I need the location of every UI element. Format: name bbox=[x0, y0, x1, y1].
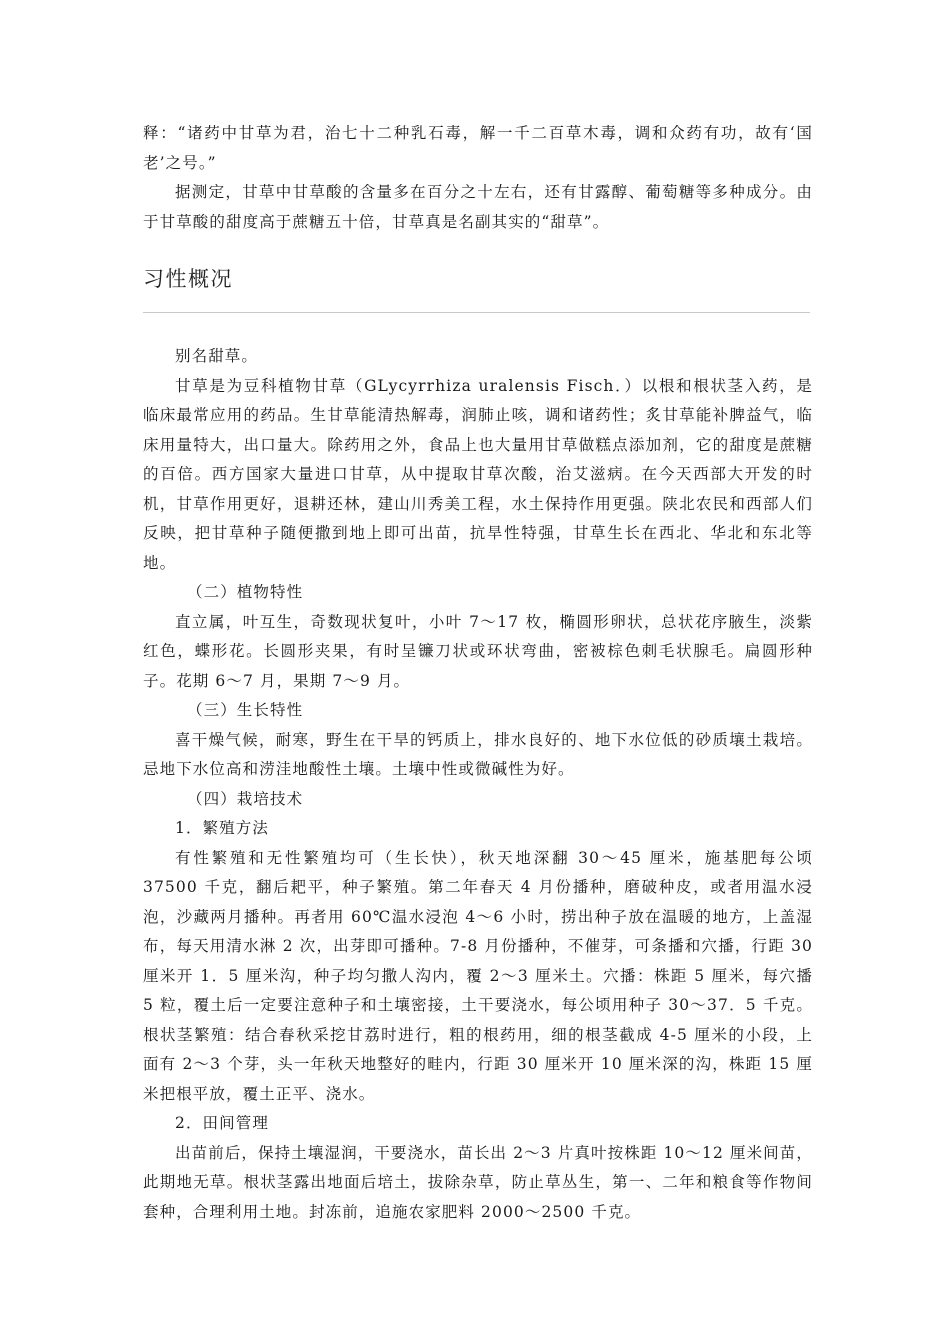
intro-paragraph-1: 释：“诸药中甘草为君，治七十二种乳石毒，解一千二百草木毒，调和众药有功，故有‘国老’之号。” bbox=[143, 124, 813, 172]
alias-paragraph: 别名甜草。 bbox=[175, 347, 259, 365]
cultivation-heading: （四）栽培技术 bbox=[187, 789, 304, 808]
plant-characteristics-paragraph: 直立属，叶互生，奇数现状复叶，小叶 7～17 枚，椭圆形卵状，总状花序腋生，淡紫红色，蝶形花。长圆形夹果，有时呈镰刀状或环状弯曲，密被棕色刺毛状腺毛。扁圆形种子。花期 6～7 月，果期 7～9 月。 bbox=[143, 612, 813, 690]
section-body bbox=[143, 342, 813, 1227]
heading-divider bbox=[143, 312, 810, 313]
plant-characteristics-heading: （二）植物特性 bbox=[187, 583, 304, 601]
growth-characteristics-paragraph: 喜干燥气候，耐寒，野生在干旱的钙质上，排水良好的、地下水位低的砂质壤土栽培。忌地下水位高和涝洼地酸性土壤。土壤中性或微碱性为好。 bbox=[143, 730, 813, 778]
propagation-heading: 1．繁殖方法 bbox=[175, 819, 269, 837]
intro-block bbox=[143, 119, 813, 237]
overview-paragraph: 甘草是为豆科植物甘草（GLycyrrhiza uralensis Fisch．）以根和根状茎入药，是临床最常应用的药品。生甘草能清热解毒，润肺止咳，调和诸药性；炙甘草能补脾益气，临床用量特大，出口量大。除药用之外，食品上也大量用甘草做糕点添加剂，它的甜度是蔗糖的百倍。西方国家大量进口甘草，从中提取甘草次酸，治艾滋病。在今天西部大开发的时机，甘草作用更好，退耕还林，建山川秀美工程，水土保持作用更强。陕北农民和西部人们反映，把甘草种子随便撒到地上即可出苗，抗旱性特强，甘草生长在西北、华北和东北等地。 bbox=[143, 376, 813, 572]
field-management-paragraph: 出苗前后，保持土壤湿润，干要浇水，苗长出 2～3 片真叶按株距 10～12 厘米间苗，此期地无草。根状茎露出地面后培土，拔除杂草，防止草丛生，第一、二年和粮食等作物间套种，合理利用土地。封冻前，追施农家肥料 2000～2500 千克。 bbox=[143, 1143, 813, 1221]
propagation-paragraph: 有性繁殖和无性繁殖均可（生长快），秋天地深翻 30～45 厘米，施基肥每公顷 37500 千克，翻后耙平，种子繁殖。第二年春天 4 月份播种，磨破种皮，或者用温水浸泡，沙藏两月播种。再者用 60℃温水浸泡 4～6 小时，捞出种子放在温暖的地方，上盖湿布，每天用清水淋 2 次，出芽即可播种。7-8 月份播种，不催芽，可条播和穴播，行距 30 厘米开 1．5 厘米沟，种子均匀撒人沟内，覆 2～3 厘米土。穴播：株距 5 厘米，每穴播 5 粒，覆土后一定要注意种子和土壤密接，土干要浇水，每公顷用种子 30～37．5 千克。根状茎繁殖：结合春秋采挖甘荔时进行，粗的根药用，细的根茎截成 4-5 厘米的小段，上面有 2～3 个芽，头一年秋天地整好的畦内，行距 30 厘米开 10 厘米深的沟，株距 15 厘米把根平放，覆土正平、浇水。 bbox=[143, 848, 813, 1103]
intro-paragraph-2: 据测定，甘草中甘草酸的含量多在百分之十左右，还有甘露醇、葡萄糖等多种成分。由于甘草酸的甜度高于蔗糖五十倍，甘草真是名副其实的“甜草”。 bbox=[143, 183, 813, 231]
section-heading: 习性概况 bbox=[143, 267, 233, 291]
field-management-heading: 2．田间管理 bbox=[175, 1114, 269, 1132]
growth-characteristics-heading: （三）生长特性 bbox=[187, 701, 304, 719]
